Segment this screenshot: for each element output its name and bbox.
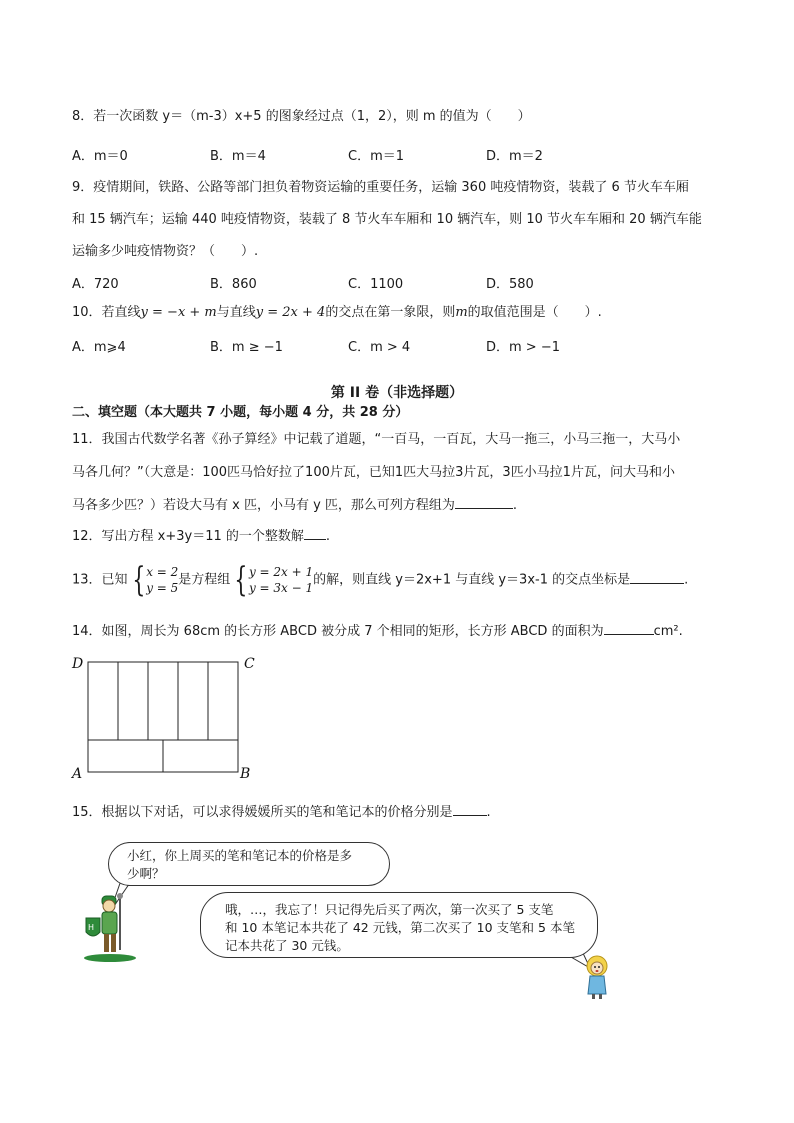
q13-system-row-2: y = 3x − 1: [248, 580, 314, 595]
brace-icon: {: [131, 559, 145, 600]
q10-option-a[interactable]: A．m⩾4: [72, 340, 126, 355]
q8-option-a[interactable]: A．m＝0: [72, 149, 128, 164]
q11-stem-line-2: 马各几何？”（大意是：100匹马恰好拉了100片瓦，已知1匹大马拉3片瓦，3匹小马拉1片瓦，问大马和小: [72, 465, 675, 480]
bubble-2-line-3: 记本共花了 30 元钱。: [225, 938, 349, 953]
q8-options: [72, 145, 632, 163]
q10-equation-2: y = 2x + 4: [255, 305, 326, 320]
knight-figure-icon: [80, 888, 144, 964]
q13-end: .: [684, 572, 689, 588]
q9-stem-line-1: 9．疫情期间，铁路、公路等部门担负着物资运输的重要任务，运输 360 吨疫情物资，装载了 6 节火车车厢: [72, 180, 689, 195]
q9-option-d[interactable]: D．580: [486, 277, 534, 292]
q10-variable-m: m: [455, 305, 468, 320]
q9-options: [72, 273, 632, 291]
q9-option-b[interactable]: B．860: [210, 277, 257, 292]
q13-solution-system: [128, 560, 179, 600]
q14-text: 14．如图，周长为 68cm 的长方形 ABCD 被分成 7 个相同的矩形，长方形 ABCD 的面积为: [72, 624, 604, 639]
q13-stem: [72, 560, 688, 601]
q10-text-c: 的交点在第一象限，则: [325, 305, 456, 320]
q10-options: [72, 336, 632, 354]
q9-option-c[interactable]: C．1100: [348, 277, 404, 292]
q10-text-b: 与直线: [216, 305, 256, 320]
bubble-1-line-1: 小红，你上周买的笔和笔记本的价格是多: [127, 848, 353, 863]
q13-solution-row-1: x = 2: [146, 564, 179, 579]
q10-option-d[interactable]: D．m > −1: [486, 340, 560, 355]
bubble-1-line-2: 少啊？: [127, 866, 165, 881]
q10-text-a: 10．若直线: [72, 305, 141, 320]
label-d: D: [72, 656, 84, 672]
q8-option-c[interactable]: C．m＝1: [348, 149, 405, 164]
q9-stem-line-3: 运输多少吨疫情物资？（ ）.: [72, 244, 259, 259]
q13-solution-row-2: y = 5: [146, 580, 179, 595]
brace-icon: {: [234, 559, 248, 600]
q8-option-d[interactable]: D．m＝2: [486, 149, 543, 164]
q13-text-b: 是方程组: [178, 572, 231, 588]
girl-figure-icon: [582, 954, 612, 1000]
q12-text: 12．写出方程 x+3y＝11 的一个整数解: [72, 529, 304, 544]
q11-stem-line-3: [72, 496, 517, 515]
label-b: B: [240, 766, 251, 782]
q15-end: .: [486, 805, 491, 820]
speech-bubble-2: [200, 892, 598, 958]
bubble-2-line-2: 和 10 本笔记本共花了 42 元钱，第二次买了 10 支笔和 5 本笔: [225, 920, 575, 935]
q11-end: .: [512, 498, 518, 513]
q15-text: 15．根据以下对话，可以求得媛媛所买的笔和笔记本的价格分别是: [72, 805, 453, 820]
q14-unit: cm².: [653, 624, 683, 639]
q9-option-a[interactable]: A．720: [72, 277, 119, 292]
q12-end: .: [325, 529, 331, 544]
q8-stem: 8．若一次函数 y＝（m-3）x+5 的图象经过点（1，2），则 m 的值为（ ）: [72, 109, 531, 124]
section-subtitle: 二、填空题（本大题共 7 小题，每小题 4 分，共 28 分）: [72, 405, 409, 420]
q10-text-d: 的取值范围是（ ）.: [467, 305, 602, 320]
q13-text-c: 的解，则直线 y＝2x+1 与直线 y＝3x-1 的交点坐标是: [313, 572, 631, 588]
q10-option-c[interactable]: C．m > 4: [348, 340, 411, 355]
q13-equation-system: [230, 560, 313, 600]
q13-answer-blank[interactable]: [630, 571, 684, 584]
q11-stem-line-1: 11．我国古代数学名著《孙子算经》中记载了道题，“一百马，一百瓦，大马一拖三，小马三拖一，大马小: [72, 432, 681, 447]
rectangle-abcd-figure: [66, 652, 266, 782]
q12-answer-blank[interactable]: [304, 527, 326, 540]
svg-text:H: H: [88, 923, 95, 932]
q9-stem-line-2: 和 15 辆汽车；运输 440 吨疫情物资，装载了 8 节火车车厢和 10 辆汽车，则 10 节火车车厢和 20 辆汽车能: [72, 212, 702, 227]
q10-stem: [72, 304, 602, 322]
label-a: A: [72, 766, 83, 782]
q11-answer-blank[interactable]: [455, 496, 513, 509]
q13-text-a: 13．已知: [72, 572, 128, 588]
q15-stem: [72, 803, 491, 822]
q14-answer-blank[interactable]: [604, 622, 654, 635]
q12-stem: [72, 527, 330, 546]
q11-text: 马各多少匹？）若设大马有 x 匹，小马有 y 匹，那么可列方程组为: [72, 498, 455, 513]
q13-system-row-1: y = 2x + 1: [248, 564, 314, 579]
speech-bubble-1: [108, 842, 390, 886]
q10-option-b[interactable]: B．m ≥ −1: [210, 340, 283, 355]
section-title: 第 II 卷（非选择题）: [330, 385, 464, 401]
q14-stem: [72, 622, 683, 641]
q8-option-b[interactable]: B．m＝4: [210, 149, 266, 164]
label-c: C: [244, 656, 255, 672]
bubble-2-line-1: 哦，…，我忘了！只记得先后买了两次，第一次买了 5 支笔: [225, 902, 554, 917]
q10-equation-1: y = −x + m: [140, 305, 217, 320]
q15-answer-blank[interactable]: [453, 803, 487, 816]
